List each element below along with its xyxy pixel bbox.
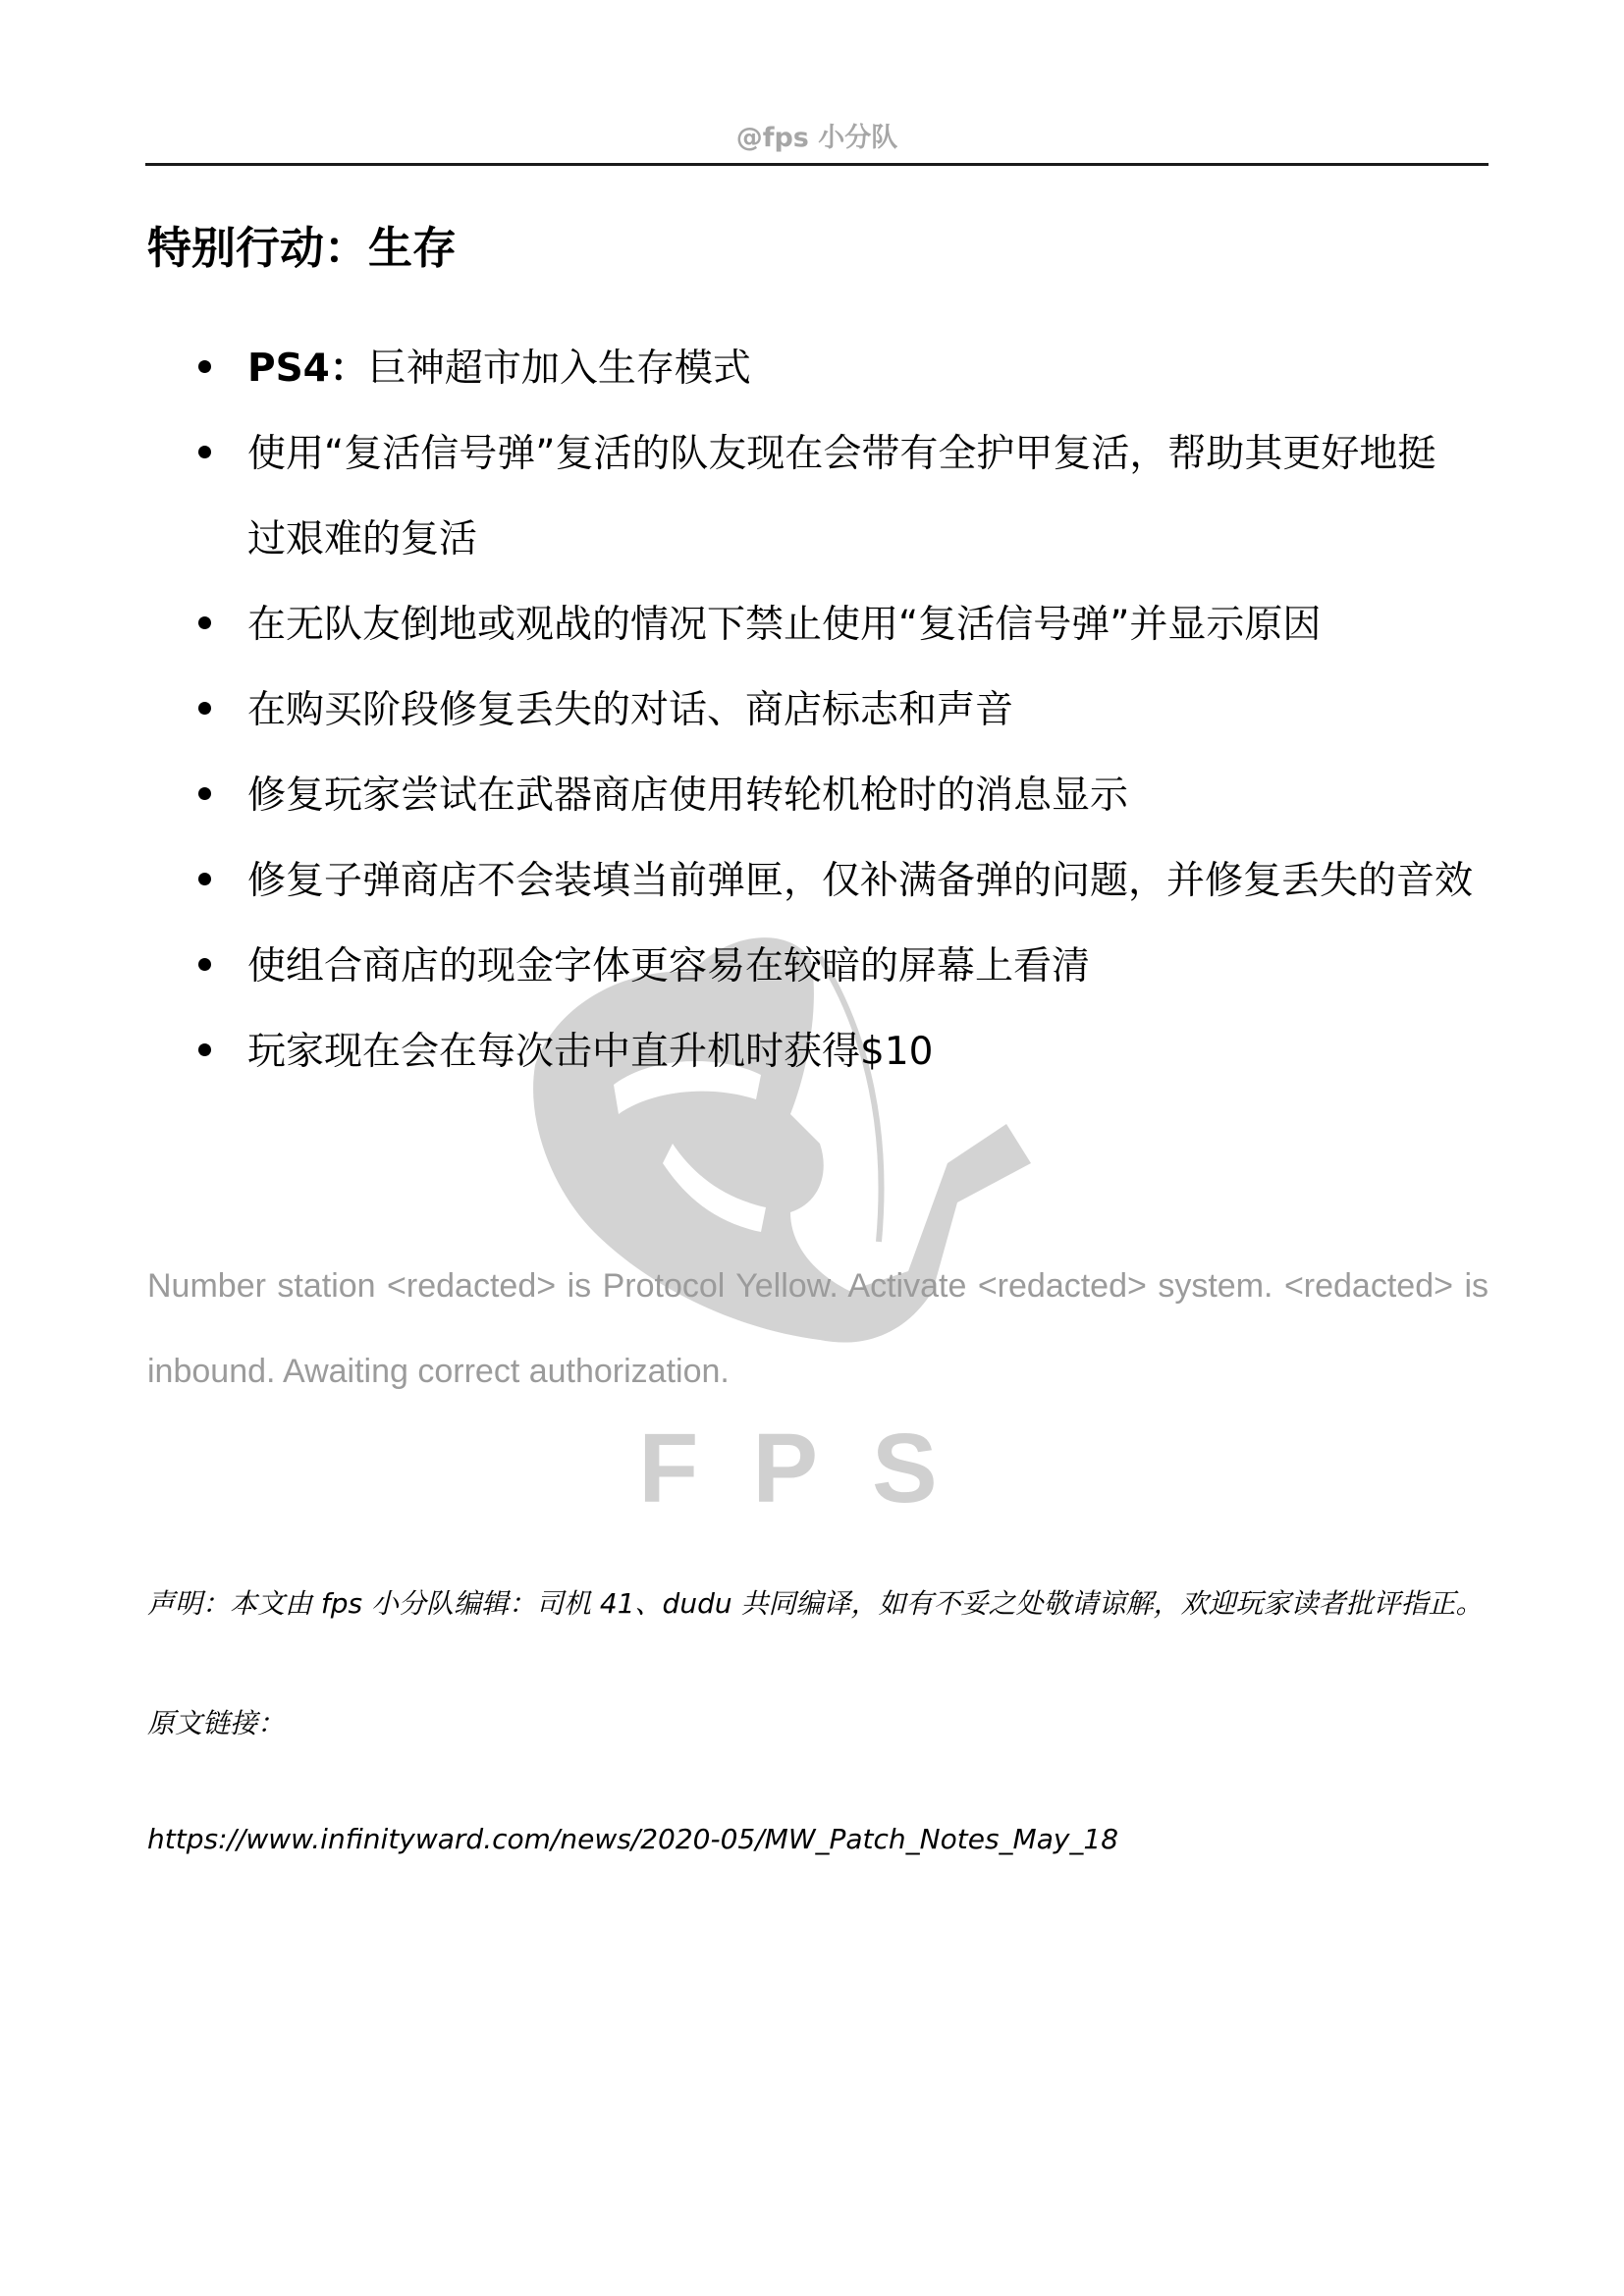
bullet-icon: [198, 1043, 211, 1056]
list-item: [147, 667, 1492, 753]
header-divider: [145, 163, 1489, 166]
svg-text:FPS: FPS: [638, 1418, 992, 1517]
list-item-continuation: [147, 497, 1492, 582]
list-item: [147, 1009, 1492, 1095]
list-item-text: 在购买阶段修复丢失的对话、商店标志和声音: [247, 688, 1014, 732]
list-item-text: 玩家现在会在每次击中直升机时获得$10: [247, 1030, 934, 1074]
disclaimer-text: 声明：本文由 fps 小分队编辑：司机 41、dudu 共同编译，如有不妥之处敬请谅解，欢迎玩家读者批评指正。: [147, 1587, 1484, 1620]
fps-wordmark-watermark: [599, 1418, 1031, 1517]
list-item: [147, 924, 1492, 1009]
bullet-icon: [198, 702, 211, 715]
section-title: 特别行动：生存: [147, 222, 458, 274]
list-item-text: 巨神超市加入生存模式: [367, 347, 751, 391]
bullet-icon: [198, 873, 211, 885]
list-item-text: 在无队友倒地或观战的情况下禁止使用“复活信号弹”并显示原因: [247, 603, 1322, 647]
bullet-icon: [198, 958, 211, 971]
list-item: [147, 582, 1492, 667]
list-item-text: 修复子弹商店不会装填当前弹匣，仅补满备弹的问题，并修复丢失的音效: [247, 859, 1474, 903]
page-header: @fps 小分队: [735, 123, 898, 153]
list-item-text: 使组合商店的现金字体更容易在较暗的屏幕上看清: [247, 944, 1091, 988]
list-item: [147, 411, 1492, 497]
list-item: [147, 753, 1492, 838]
bullet-icon: [198, 616, 211, 629]
source-link[interactable]: https://www.infinityward.com/news/2020-05/MW_Patch_Notes_May_18: [147, 1823, 1119, 1855]
bullet-icon: [198, 360, 211, 373]
change-list: [147, 326, 1492, 1095]
list-item: [147, 838, 1492, 924]
source-label: 原文链接：: [147, 1707, 286, 1739]
list-item: [147, 326, 1492, 411]
list-item-text: 修复玩家尝试在武器商店使用转轮机枪时的消息显示: [247, 774, 1129, 818]
bullet-icon: [198, 446, 211, 458]
list-item-text: 使用“复活信号弹”复活的队友现在会带有全护甲复活，帮助其更好地挺: [247, 432, 1436, 476]
english-quote: Number station <redacted> is Protocol Yellow. Activate <redacted> system. <redacted> is inbound. Awaiting correct authorization.: [147, 1267, 1489, 1390]
bullet-icon: [198, 787, 211, 800]
platform-label: PS4：: [247, 347, 368, 391]
list-item-text: 过艰难的复活: [247, 517, 478, 561]
